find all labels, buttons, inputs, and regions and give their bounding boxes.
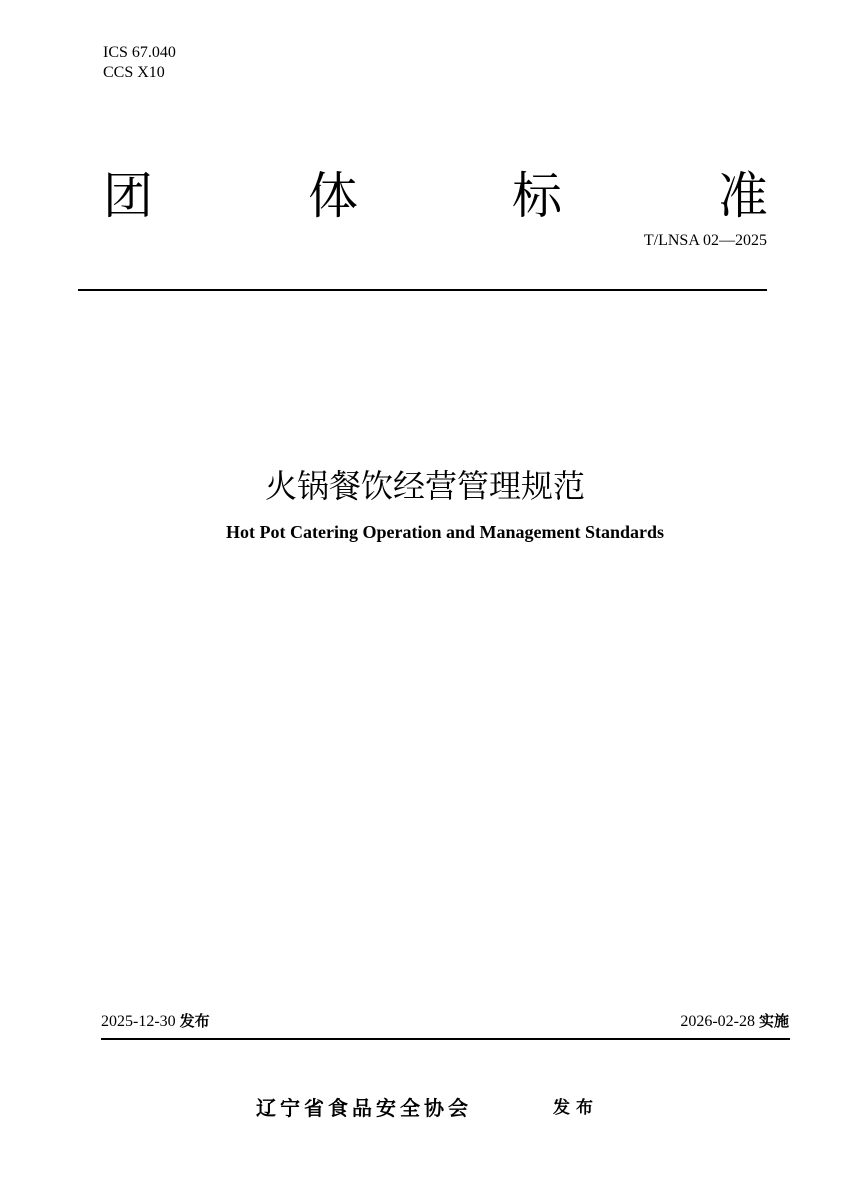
standard-type-char-4: 准 (718, 167, 768, 225)
standard-type-char-1: 团 (103, 167, 153, 225)
implement-date-block (680, 1011, 789, 1032)
standard-type-char-3: 标 (512, 167, 562, 225)
title-chinese: 火锅餐饮经营管理规范 (264, 467, 585, 505)
publish-date-block (101, 1011, 210, 1032)
ccs-code: CCS X10 (103, 64, 165, 81)
ics-code: ICS 67.040 (103, 44, 176, 61)
publish-date: 2025-12-30 (101, 1013, 176, 1030)
implement-date: 2026-02-28 (680, 1013, 755, 1030)
bottom-divider (101, 1038, 790, 1040)
publisher-action: 发布 (553, 1098, 599, 1118)
publisher-organization: 辽宁省食品安全协会 (256, 1096, 472, 1120)
publish-label: 发布 (179, 1012, 210, 1030)
standard-type-char-2: 体 (308, 167, 358, 225)
standard-code: T/LNSA 02—2025 (643, 232, 767, 249)
top-divider (78, 289, 767, 291)
title-english: Hot Pot Catering Operation and Management Standards (226, 522, 664, 542)
implement-label: 实施 (758, 1012, 789, 1030)
